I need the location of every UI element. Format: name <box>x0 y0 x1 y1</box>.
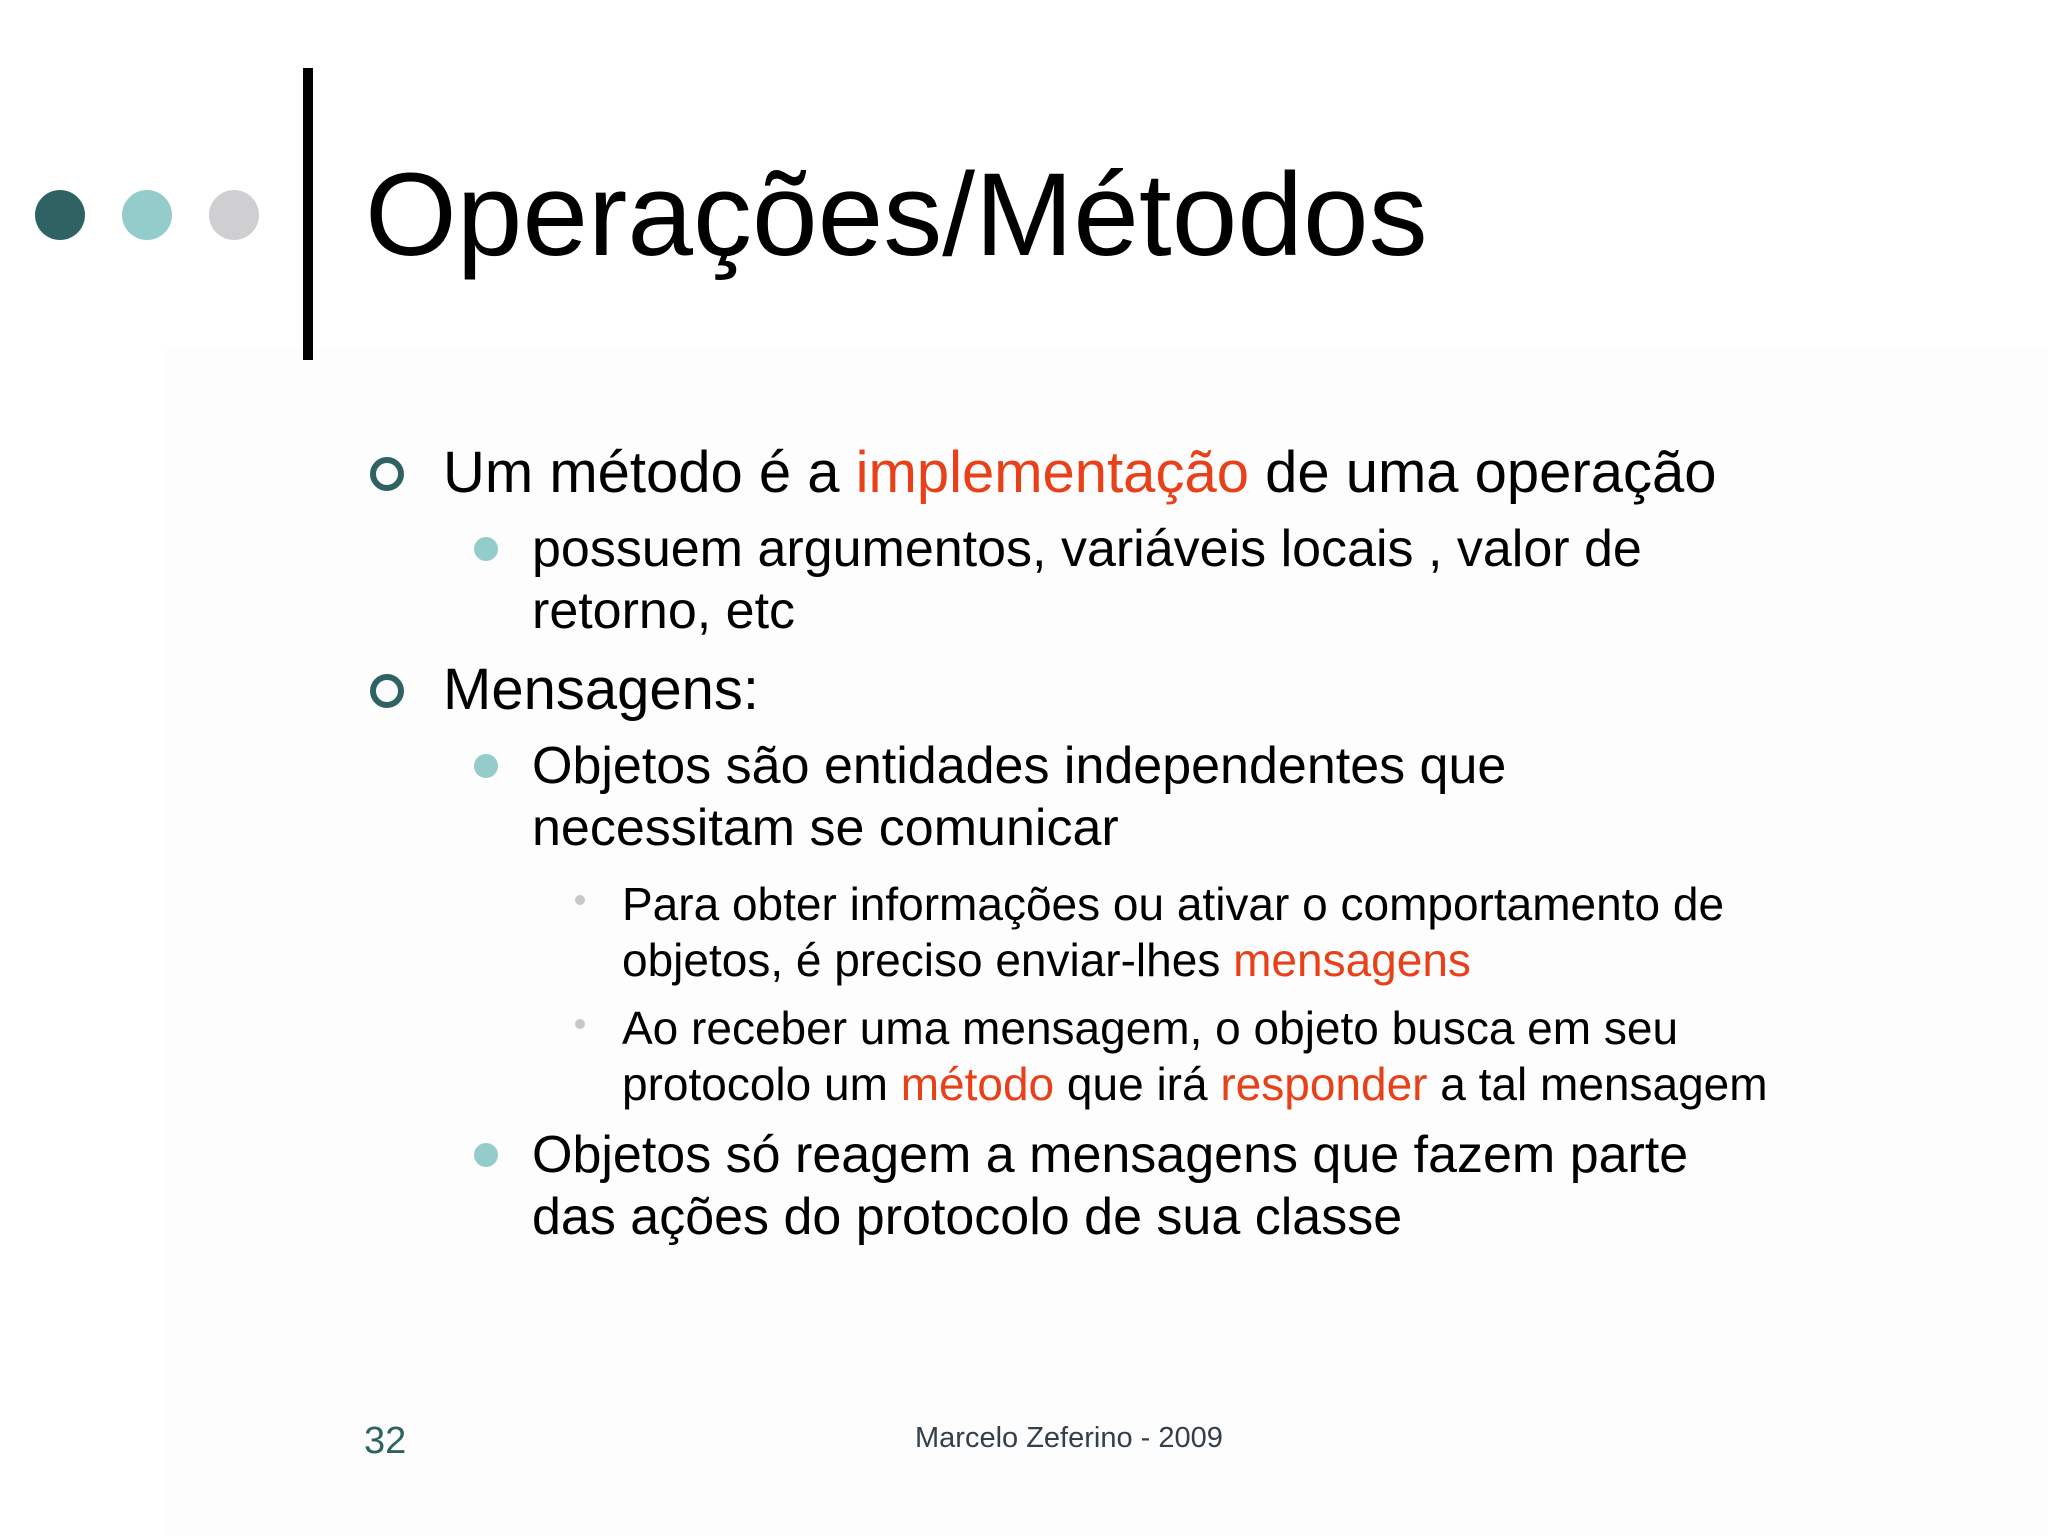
line: Para obter informações ou ativar o comportamento de <box>622 878 1725 930</box>
line: necessitam se comunicar <box>532 799 1119 857</box>
ring-bullet-icon <box>370 674 404 708</box>
bullet-text: de uma operação <box>1248 440 1717 505</box>
sub-bullet-objects-independent <box>532 735 1506 859</box>
line: Objetos são entidades independentes que <box>532 737 1507 795</box>
line: Objetos só reagem a mensagens que fazem parte <box>532 1126 1689 1184</box>
highlight-text: implementação <box>855 440 1249 505</box>
line-text: a tal mensagem <box>1427 1058 1768 1110</box>
line: possuem argumentos, variáveis locais , valor de <box>532 520 1642 578</box>
highlight-text: mensagens <box>1233 934 1471 986</box>
dot-bullet-icon <box>474 754 498 778</box>
sub-bullet-arguments <box>532 518 1642 642</box>
small-dot-bullet-icon <box>575 895 585 905</box>
dot-bullet-icon <box>474 537 498 561</box>
line <box>622 1056 1768 1112</box>
highlight-text: responder <box>1220 1058 1428 1110</box>
line-text: que irá <box>1054 1058 1221 1110</box>
line-text: objetos, é preciso enviar-lhes <box>622 934 1234 986</box>
bullet-item-method <box>443 440 1717 505</box>
highlight-text: método <box>900 1058 1055 1110</box>
line: Ao receber uma mensagem, o objeto busca em seu <box>622 1002 1679 1054</box>
decorative-dot-dark <box>35 190 85 240</box>
small-dot-bullet-icon <box>575 1019 585 1029</box>
line <box>622 932 1724 988</box>
line: das ações do protocolo de sua classe <box>532 1188 1403 1246</box>
sub-bullet-objects-react <box>532 1124 1688 1248</box>
title-divider <box>303 68 313 360</box>
slide-number: 32 <box>364 1420 407 1462</box>
line-text: protocolo um <box>622 1058 901 1110</box>
ring-bullet-icon <box>370 457 404 491</box>
bullet-item-messages: Mensagens: <box>443 657 759 722</box>
sub-sub-bullet-send-messages <box>622 876 1724 988</box>
slide-title: Operações/Métodos <box>365 149 1428 281</box>
decorative-dot-teal <box>122 190 172 240</box>
decorative-dot-gray <box>209 190 259 240</box>
footer-author: Marcelo Zeferino - 2009 <box>915 1422 1223 1454</box>
sub-sub-bullet-receive-message <box>622 1000 1768 1112</box>
dot-bullet-icon <box>474 1143 498 1167</box>
line: retorno, etc <box>532 582 796 640</box>
bullet-text: Um método é a <box>443 440 856 505</box>
